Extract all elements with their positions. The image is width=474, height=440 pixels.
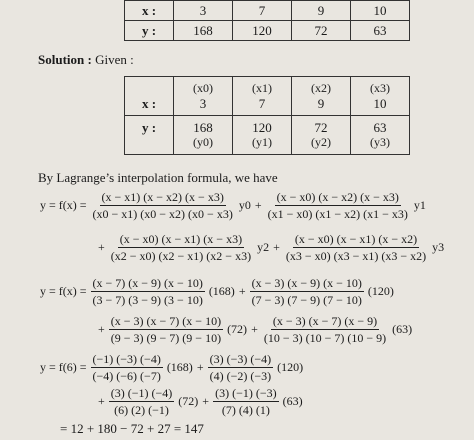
table-row: [125, 21, 410, 41]
table-row: [125, 1, 410, 21]
given-table: [124, 76, 410, 155]
data-table: [124, 0, 410, 41]
formula-term-2: $\frac{(x - x0) (x - x1) (x - x3)}{(x2 - x0) (x2 - x1) (x2 - x3)}$: [110, 232, 252, 263]
eval-term-d: $\frac{(3) (-1) (-3)}{(7) (4) (1)}$: [215, 386, 277, 417]
table-cell: 10: [351, 1, 410, 21]
table-cell: 7: [233, 1, 292, 21]
formula-term-3: $\frac{(x - x0) (x - x1) (x - x2)}{(x3 - x0) (x3 - x1) (x3 - x2)}$: [285, 232, 427, 263]
table-row: [125, 116, 410, 155]
lagrange-formula-line-1: y = f(x) = $\frac{(x - x1) (x - x2) (x - x3)}{(x0 - x1) (x0 - x2) (x0 - x3)}$ y0 + $\frac{(x - x0) (x - x2) (x - x3)}{(x1 - x0) (x1 - x2) (x1 - x3)}$ y1: [40, 190, 426, 221]
substituted-line-2: + $\frac{(x - 3) (x - 7) (x - 10)}{(9 - 3) (9 - 7) (9 - 10)}$ (72) + $\frac{(x - 3) (x - 7) (x - 9)}{(10 - 3) (10 - 7) (10 - 9)}$ (63): [98, 314, 413, 345]
evaluation-line-1: y = f(6) = $\frac{(-1) (-3) (-4)}{(-4) (-6) (-7)}$ (168) + $\frac{(3) (-3) (-4)}{(4) (-2) (-3)}$ (120): [40, 352, 304, 383]
solution-label: Solution :: [38, 52, 92, 67]
table-cell: 72 (y2): [292, 116, 351, 155]
table-cell: 120: [233, 21, 292, 41]
term-y: y1: [413, 198, 426, 212]
eval-term-a: $\frac{(-1) (-3) (-4)}{(-4) (-6) (-7)}$: [92, 352, 161, 383]
table-cell: 168: [174, 21, 233, 41]
lagrange-formula-line-2: + $\frac{(x - x0) (x - x1) (x - x3)}{(x2 - x0) (x2 - x1) (x2 - x3)}$ y2 + $\frac{(x - x0) (x - x1) (x - x2)}{(x3 - x0) (x3 - x1) (x3 - x2)}$ y3: [98, 232, 445, 263]
table-cell: 120 (y1): [233, 116, 292, 155]
row-label: x :: [125, 77, 174, 116]
table-row: [125, 77, 410, 116]
subst-term-b: $\frac{(x - 3) (x - 9) (x - 10)}{(7 - 3) (7 - 9) (7 - 10)}$: [251, 276, 362, 307]
intro-text: By Lagrange’s interpolation formula, we have: [38, 170, 278, 185]
row-label: y :: [125, 116, 174, 155]
term-y: y0: [238, 198, 251, 212]
table-cell: 168 (y0): [174, 116, 233, 155]
row-label: y :: [125, 21, 174, 41]
subst-term-a: $\frac{(x - 7) (x - 9) (x - 10)}{(3 - 7) (3 - 9) (3 - 10)}$: [92, 276, 203, 307]
subst-term-c: $\frac{(x - 3) (x - 7) (x - 10)}{(9 - 3) (9 - 7) (9 - 10)}$: [110, 314, 222, 345]
table-cell: (x2) 9: [292, 77, 351, 116]
table-cell: (x3) 10: [351, 77, 410, 116]
solution-heading: [38, 52, 134, 68]
final-result: = 12 + 180 − 72 + 27 = 147: [60, 421, 204, 436]
table-cell: (x0) 3: [174, 77, 233, 116]
eval-term-c: $\frac{(3) (-1) (-4)}{(6) (2) (-1)}$: [110, 386, 173, 417]
solution-text: Given :: [95, 52, 134, 67]
row-label: x :: [125, 1, 174, 21]
table-cell: 9: [292, 1, 351, 21]
eval-term-b: $\frac{(3) (-3) (-4)}{(4) (-2) (-3)}$: [209, 352, 272, 383]
table-cell: 3: [174, 1, 233, 21]
formula-term-0: $\frac{(x - x1) (x - x2) (x - x3)}{(x0 - x1) (x0 - x2) (x0 - x3)}$: [92, 190, 233, 221]
table-cell: 63 (y3): [351, 116, 410, 155]
term-y: y2: [257, 240, 270, 254]
term-y: y3: [432, 240, 445, 254]
formula-term-1: $\frac{(x - x0) (x - x2) (x - x3)}{(x1 - x0) (x1 - x2) (x1 - x3)}$: [267, 190, 408, 221]
table-cell: 72: [292, 21, 351, 41]
substituted-line-1: y = f(x) = $\frac{(x - 7) (x - 9) (x - 10)}{(3 - 7) (3 - 9) (3 - 10)}$ (168) + $\frac{(x - 3) (x - 9) (x - 10)}{(7 - 3) (7 - 9) (7 - 10)}$ (120): [40, 276, 394, 307]
subst-term-d: $\frac{(x - 3) (x - 7) (x - 9)}{(10 - 3) (10 - 7) (10 - 9)}$: [263, 314, 387, 345]
table-cell: 63: [351, 21, 410, 41]
formula-lhs: y = f(x) =: [40, 198, 87, 212]
table-cell: (x1) 7: [233, 77, 292, 116]
evaluation-line-2: + $\frac{(3) (-1) (-4)}{(6) (2) (-1)}$ (72) + $\frac{(3) (-1) (-3)}{(7) (4) (1)}$ (63): [98, 386, 303, 417]
